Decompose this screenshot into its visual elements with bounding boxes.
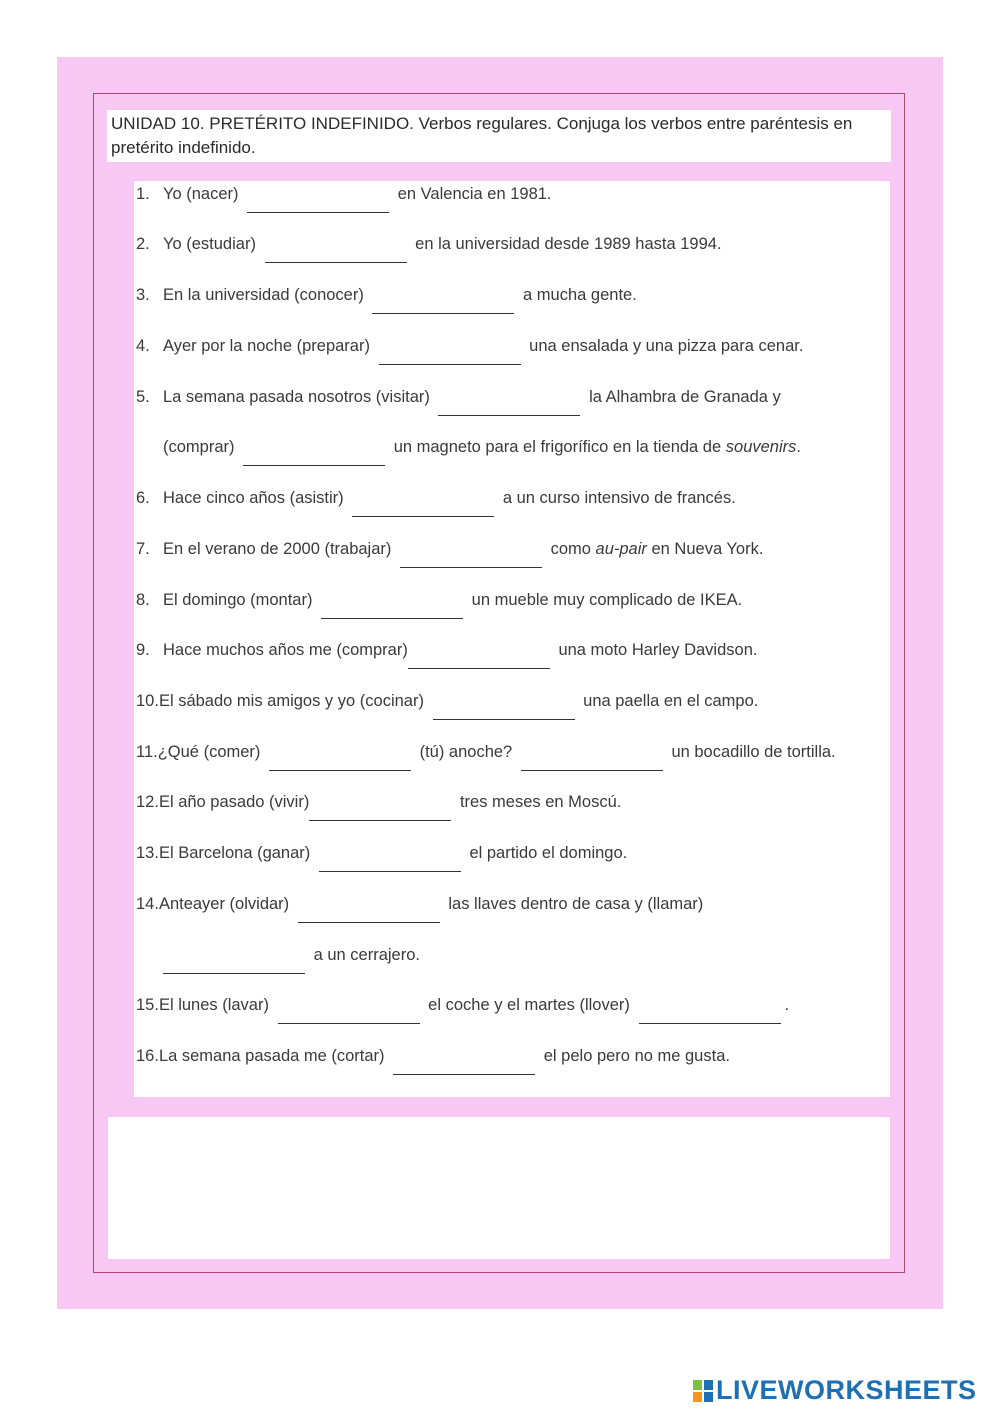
answer-input-14a[interactable]: [298, 900, 440, 923]
exercise-8: 8. El domingo (montar) un mueble muy complicado de IKEA.: [136, 587, 742, 613]
answer-input-16[interactable]: [393, 1052, 535, 1075]
worksheet-background: [57, 57, 943, 1309]
answer-input-11a[interactable]: [269, 748, 411, 771]
instructions-title: UNIDAD 10. PRETÉRITO INDEFINIDO. Verbos regulares. Conjuga los verbos entre paréntesis en pretérito indefinido.: [111, 114, 853, 157]
answer-input-15b[interactable]: [639, 1001, 781, 1024]
exercise-16: 16.La semana pasada me (cortar) el pelo pero no me gusta.: [136, 1043, 730, 1069]
answer-input-5b[interactable]: [243, 443, 385, 466]
exercise-5: 5. La semana pasada nosotros (visitar) la Alhambra de Granada y: [136, 384, 781, 410]
exercise-1: 1. Yo (nacer) en Valencia en 1981.: [136, 181, 552, 207]
blank-notes-box: [108, 1117, 890, 1259]
answer-input-7[interactable]: [400, 545, 542, 568]
answer-input-11b[interactable]: [521, 748, 663, 771]
exercise-5-continued: (comprar) un magneto para el frigorífico en la tienda de souvenirs.: [163, 434, 801, 460]
answer-input-9[interactable]: [408, 646, 550, 669]
exercise-3: 3. En la universidad (conocer) a mucha gente.: [136, 282, 637, 308]
instructions-header: [107, 110, 891, 162]
exercise-4: 4. Ayer por la noche (preparar) una ensalada y una pizza para cenar.: [136, 333, 803, 359]
answer-input-15a[interactable]: [278, 1001, 420, 1024]
liveworksheets-brand: [693, 1376, 977, 1404]
exercise-13: 13.El Barcelona (ganar) el partido el domingo.: [136, 840, 627, 866]
answer-input-5a[interactable]: [438, 393, 580, 416]
exercise-12: 12.El año pasado (vivir) tres meses en Moscú.: [136, 789, 621, 815]
answer-input-1[interactable]: [247, 190, 389, 213]
answer-input-2[interactable]: [265, 240, 407, 263]
exercise-list: [134, 181, 890, 1097]
liveworksheets-logo-icon: [693, 1380, 713, 1402]
exercise-9: 9. Hace muchos años me (comprar) una moto Harley Davidson.: [136, 637, 757, 663]
exercise-7: 7. En el verano de 2000 (trabajar) como au-pair en Nueva York.: [136, 536, 763, 562]
answer-input-13[interactable]: [319, 849, 461, 872]
exercise-10: 10.El sábado mis amigos y yo (cocinar) una paella en el campo.: [136, 688, 758, 714]
answer-input-3[interactable]: [372, 291, 514, 314]
answer-input-12[interactable]: [309, 798, 451, 821]
exercise-2: 2. Yo (estudiar) en la universidad desde 1989 hasta 1994.: [136, 231, 722, 257]
answer-input-8[interactable]: [321, 596, 463, 619]
exercise-6: 6. Hace cinco años (asistir) a un curso intensivo de francés.: [136, 485, 736, 511]
answer-input-6[interactable]: [352, 494, 494, 517]
exercise-14-continued: a un cerrajero.: [163, 942, 420, 968]
brand-name: LIVEWORKSHEETS: [716, 1375, 977, 1405]
exercise-14: 14.Anteayer (olvidar) las llaves dentro de casa y (llamar): [136, 891, 703, 917]
answer-input-10[interactable]: [433, 697, 575, 720]
answer-input-4[interactable]: [379, 342, 521, 365]
exercise-15: 15.El lunes (lavar) el coche y el martes (llover) .: [136, 992, 789, 1018]
exercise-11: 11.¿Qué (comer) (tú) anoche? un bocadillo de tortilla.: [136, 739, 836, 765]
answer-input-14b[interactable]: [163, 951, 305, 974]
